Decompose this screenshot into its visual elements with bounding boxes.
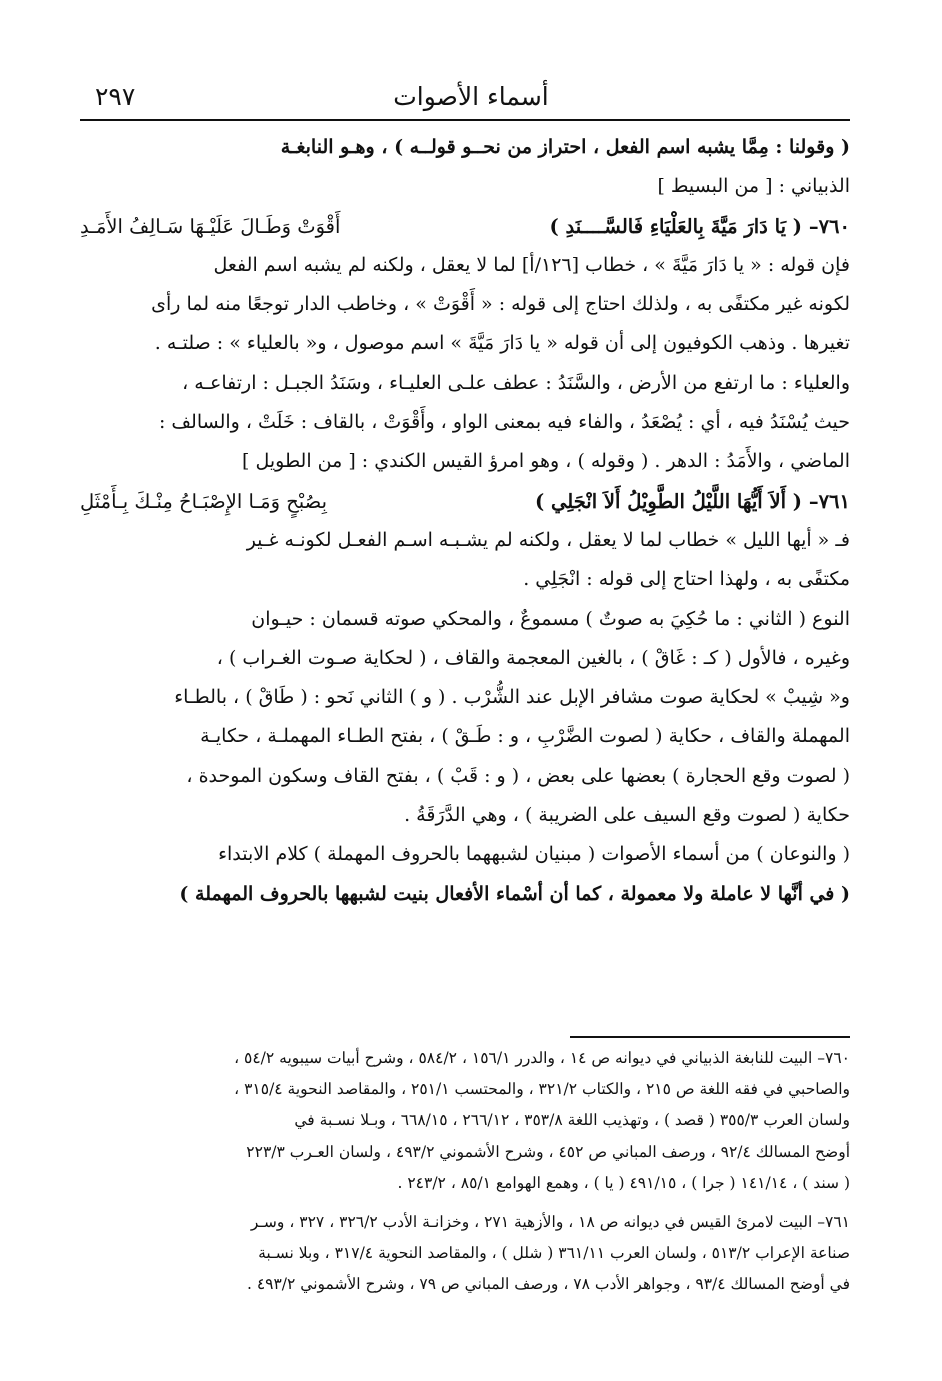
text-line: المهملة والقاف ، حكاية ( لصوت الضَّرْبِ ، و : طَـقْ ) ، بفتح الطـاء المهملـة ، حكايـة [200,725,850,748]
text-line: الماضي ، والأَمَدُ : الدهر . ( وقوله ) ، وهو امرؤ القيس الكندي : [ من الطويل ] [242,450,850,473]
page-number: ٢٩٧ [95,82,136,111]
text-line: ( وقولنا : مِمَّا يشبه اسم الفعل ، احتراز من نحــو قولــه ) ، وهـو النابغـة [280,136,850,158]
verse-761-first-hemistich: ٧٦١– ( أَلاَ أَيُّهَا اللَّيْلُ الطَّوِيْلُ أَلاَ انْجَلِي ) [534,489,850,513]
text-line: الذبياني : [ من البسيط ] [657,175,850,198]
main-text [80,128,850,914]
text-line: ( والنوعان ) من أسماء الأصوات ( مبنيان لشبههما بالحروف المهملة ) كلام الابتداء [218,843,850,866]
text-line: حكاية ( لصوت وقع السيف على الضريبة ) ، وهي الدَّرَقَةُ . [404,804,850,827]
text-line: لكونه غير مكتفًى به ، ولذلك احتاج إلى قوله : « أَقْوَتْ » ، وخاطب الدار توجعًا منه لما رأى [151,293,850,316]
text-line: تغيرها . وذهب الكوفيون إلى أن قوله « يا دَارَ مَيَّةَ » اسم موصول ، و« بالعلياء » : صلتـه . [154,332,850,355]
verse-760-second-hemistich: أَقْوَتْ وَطَـالَ عَلَيْـهَا سَـالِفُ الأَمَـدِ [80,214,341,238]
footnote-line: ولسان العرب ٣٥٥/٣ ( قصد ) ، وتهذيب اللغة ٣٥٣/٨ ، ٢٦٦/١٢ ، ٦٦٨/١٥ ، وبـلا نسـبة في [294,1111,850,1130]
footnote-rule [570,1036,850,1038]
text-line: مكتفًى به ، ولهذا احتاج إلى قوله : انْجَلِي . [523,568,850,591]
text-line-bold: ( في أنَّها لا عاملة ولا معمولة ، كما أن أسْماء الأفعال بنيت لشبهها بالحروف المهملة ) [179,882,850,905]
text-line: فإن قوله : « يا دَارَ مَيَّةَ » ، خطاب [١٢٦/أ] لما لا يعقل ، ولكنه لم يشبه اسم الفعل [213,253,850,276]
text-line: ( لصوت وقع الحجارة ) بعضها على بعض ، ( و : قَبْ ) ، بفتح القاف وسكون الموحدة ، [186,764,850,787]
text-line: حيث يُسْنَدُ فيه ، أي : يُصْعَدُ ، والفاء فيه بمعنى الواو ، وأَقْوَتْ ، بالقاف : خَلَتْ ، والسالف : [158,411,850,434]
verse-760 [80,207,850,246]
footnote-line: أوضح المسالك ٩٢/٤ ، ورصف المباني ص ٤٥٢ ، وشرح الأشموني ٤٩٣/٢ ، ولسان العـرب ٢٢٣/٣ [246,1142,850,1161]
footnote-line: ٧٦٠– البيت للنابغة الذبياني في ديوانه ص ١٤ ، والدرر ١٥٦/١ ، ٥٨٤/٢ ، وشرح أبيات سيبويه ٥٤/٢ ، [234,1049,850,1067]
footnotes [80,1043,850,1301]
verse-761-second-hemistich: بِصُبْحٍ وَمَـا الإِصْبَـاحُ مِنْـكَ بِـأَمْثَلِ [80,489,327,513]
header-rule [80,119,850,121]
footnote-line: ( سند ) ، ١٤١/١٤ ( جرا ) ، ٤٩١/١٥ ( يا ) ، وهمع الهوامع ٨٥/١ ، ٢٤٣/٢ . [397,1173,850,1192]
footnote-line: في أوضح المسالك ٩٣/٤ ، وجواهر الأدب ٧٨ ، ورصف المباني ص ٧٩ ، وشرح الأشموني ٤٩٣/٢ . [246,1275,850,1294]
footnote-line: والصاحبي في فقه اللغة ص ٢١٥ ، والكتاب ٣٢١/٢ ، والمحتسب ٢٥١/١ ، والمقاصد النحوية ٣١٥/٤ ، [234,1080,850,1099]
running-header-title: أسماء الأصوات [393,82,549,111]
text-line: و« شِيبْ » لحكاية صوت مشافر الإبل عند الشُّرْب . ( و ) الثاني نَحو : ( طَاقْ ) ، بالطـاء [174,686,850,709]
verse-760-first-hemistich: ٧٦٠– ( يَا دَارَ مَيَّةَ بِالعَلْيَاءِ فَالسَّــــنَدِ ) [549,214,850,238]
text-line: فـ « أيها الليل » خطاب لما لا يعقل ، ولكنه لم يشـبـه اسـم الفعـل لكونـه غـير [246,528,850,551]
footnote-line: صناعة الإعراب ٥١٣/٢ ، ولسان العرب ٣٦١/١١ ( شلل ) ، والمقاصد النحوية ٣١٧/٤ ، وبلا نسـبة [258,1244,850,1263]
text-line: النوع ( الثاني : ما حُكِيَ به صوتٌ ) مسموعٌ ، والمحكي صوته قسمان : حيـوان [251,607,850,630]
footnote-line: ٧٦١– البيت لامرئ القيس في ديوانه ص ١٨ ، والأزهية ٢٧١ ، وخزانـة الأدب ٣٢٦/٢ ، ٣٢٧ ، وسـر [250,1213,850,1232]
text-line: وغيره ، فالأول ( كـ : غَاقْ ) ، بالغين المعجمة والقاف ، ( لحكاية صـوت الغـراب ) ، [216,646,850,669]
verse-761 [80,482,850,521]
text-line: والعلياء : ما ارتفع من الأرض ، والسَّنَدُ : عطف علـى العليـاء ، وسَنَدُ الجبـل : ارتفاعـه ، [182,371,850,394]
